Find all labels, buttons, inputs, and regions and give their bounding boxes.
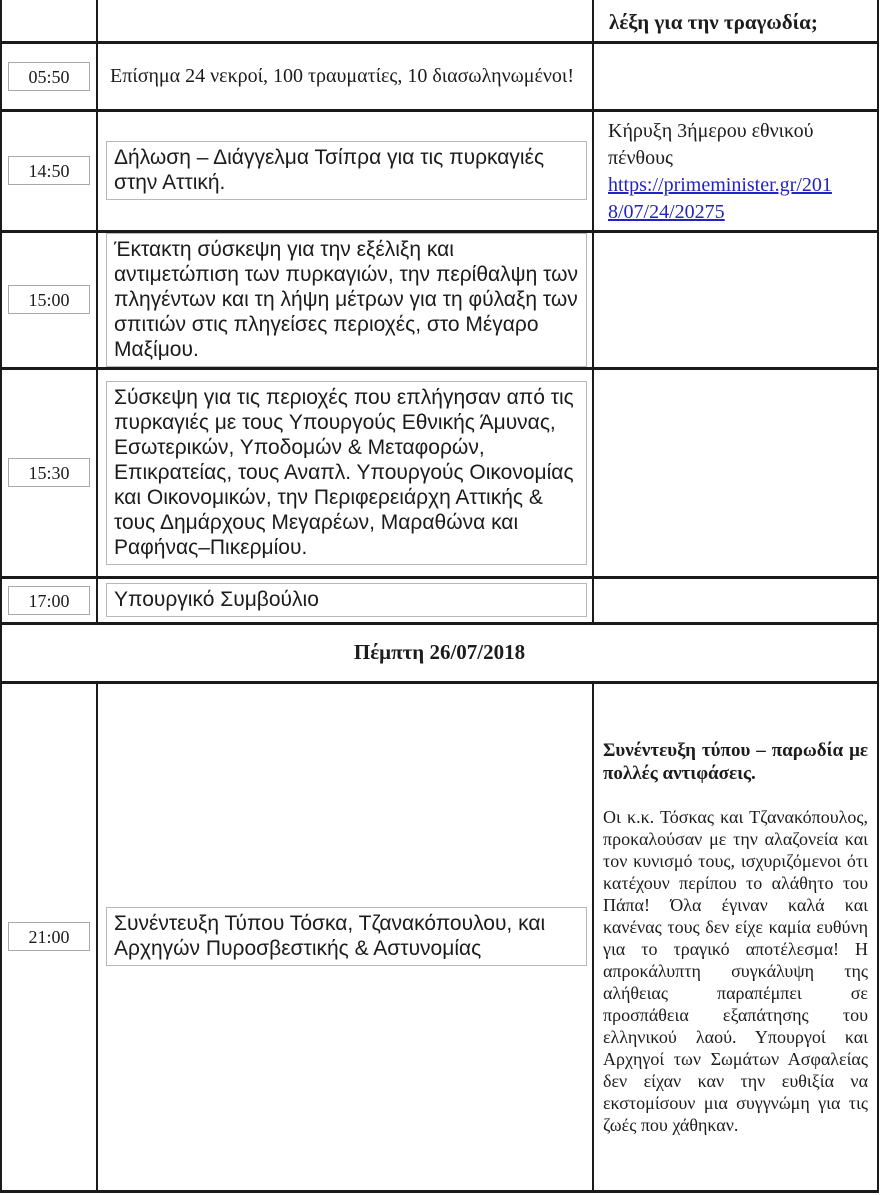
note-heading: Συνέντευξη τύπου – παρωδία με πολλές αντιφάσεις. [603,739,868,784]
event-textbox: Έκτακτη σύσκεψη για την εξέλιξη και αντιμετώπιση των πυρκαγιών, την περίθαλψη των πληγέντων και τη λήψη μέτρων για τη φύλαξη των σπιτιών στις πληγείσες περιοχές, στο Μέγαρο Μαξίμου. [106,233,587,367]
event-text: Επίσημα 24 νεκροί, 100 τραυματίες, 10 διασωληνωμένοι! [110,65,574,87]
note-block [594,732,877,1142]
notes-cell [593,577,878,623]
note-paragraph: Οι κ.κ. Τόσκας και Τζανακόπουλος, προκαλούσαν με την αλαζονεία και τον κυνισμό τους, ισχυριζόμενοι ότι κατέχουν περίπου το αλάθητο του Πάπα! Όλα έγιναν καλά και κανένας τους δεν είχε καμία ευθύνη για το τραγικό αποτέλεσμα! Η απροκάλυπτη συγκάλυψη της αλήθειας παραπέμπει σε προσπάθεια εξαπάτησης του ελληνικού λαού. Υπουργοί και Αρχηγοί των Σωμάτων Ασφαλείας δεν είχαν καν την ευθιξία να εκστομίσουν μια συγγνώμη για τις ζωές που χάθηκαν. [603,806,868,1135]
time-cell [1,682,97,1191]
time-box: 05:50 [8,62,90,91]
carryover-note: λέξη για την τραγωδία; [609,9,818,34]
time-cell [1,368,97,577]
carryover-row [1,0,878,42]
notes-cell [593,368,878,577]
event-textbox: Δήλωση – Διάγγελμα Τσίπρα για τις πυρκαγιές στην Αττική. [106,141,587,200]
timeline-row-1450 [1,110,878,231]
time-box: 14:50 [8,156,90,185]
primeminister-link[interactable] [608,172,873,226]
time-cell [1,0,97,42]
note-block [594,114,877,228]
time-cell [1,42,97,110]
event-cell [97,231,593,368]
event-cell [97,368,593,577]
time-box: 15:00 [8,285,90,314]
time-box: 21:00 [8,922,90,951]
date-header-row [1,623,878,682]
timeline-row-1700 [1,577,878,623]
event-cell [97,682,593,1191]
timeline-row-0550 [1,42,878,110]
date-header: Πέμπτη 26/07/2018 [1,623,878,682]
notes-cell [593,110,878,231]
event-cell [97,42,593,110]
notes-cell [593,682,878,1191]
event-textbox: Συνέντευξη Τύπου Τόσκα, Τζανακόπουλου, και Αρχηγών Πυροσβεστικής & Αστυνομίας [106,907,587,966]
time-cell [1,231,97,368]
note-text: Κήρυξη 3ήμερου εθνικού πένθους [608,119,814,169]
notes-cell [593,42,878,110]
time-cell [1,110,97,231]
link-line-2: 8/07/24/20275 [608,200,725,223]
timeline-row-1530 [1,368,878,577]
notes-cell [593,0,878,42]
timeline-row-1500 [1,231,878,368]
time-box: 17:00 [8,586,90,615]
event-textbox: Υπουργικό Συμβούλιο [106,583,587,617]
timeline-row-2100 [1,682,878,1191]
time-box: 15:30 [8,458,90,487]
event-textbox: Σύσκεψη για τις περιοχές που επλήγησαν από τις πυρκαγιές με τους Υπουργούς Εθνικής Άμυνας, Εσωτερικών, Υποδομών & Μεταφορών, Επικρατείας, τους Αναπλ. Υπουργούς Οικονομίας και Οικονομικών, την Περιφερειάρχη Αττικής & τους Δημάρχους Μεγαρέων, Μαραθώνα και Ραφήνας–Πικερμίου. [106,381,587,565]
link-line-1: https://primeminister.gr/201 [608,173,832,196]
notes-cell [593,231,878,368]
event-cell [97,110,593,231]
time-cell [1,577,97,623]
event-cell [97,577,593,623]
event-cell [97,0,593,42]
